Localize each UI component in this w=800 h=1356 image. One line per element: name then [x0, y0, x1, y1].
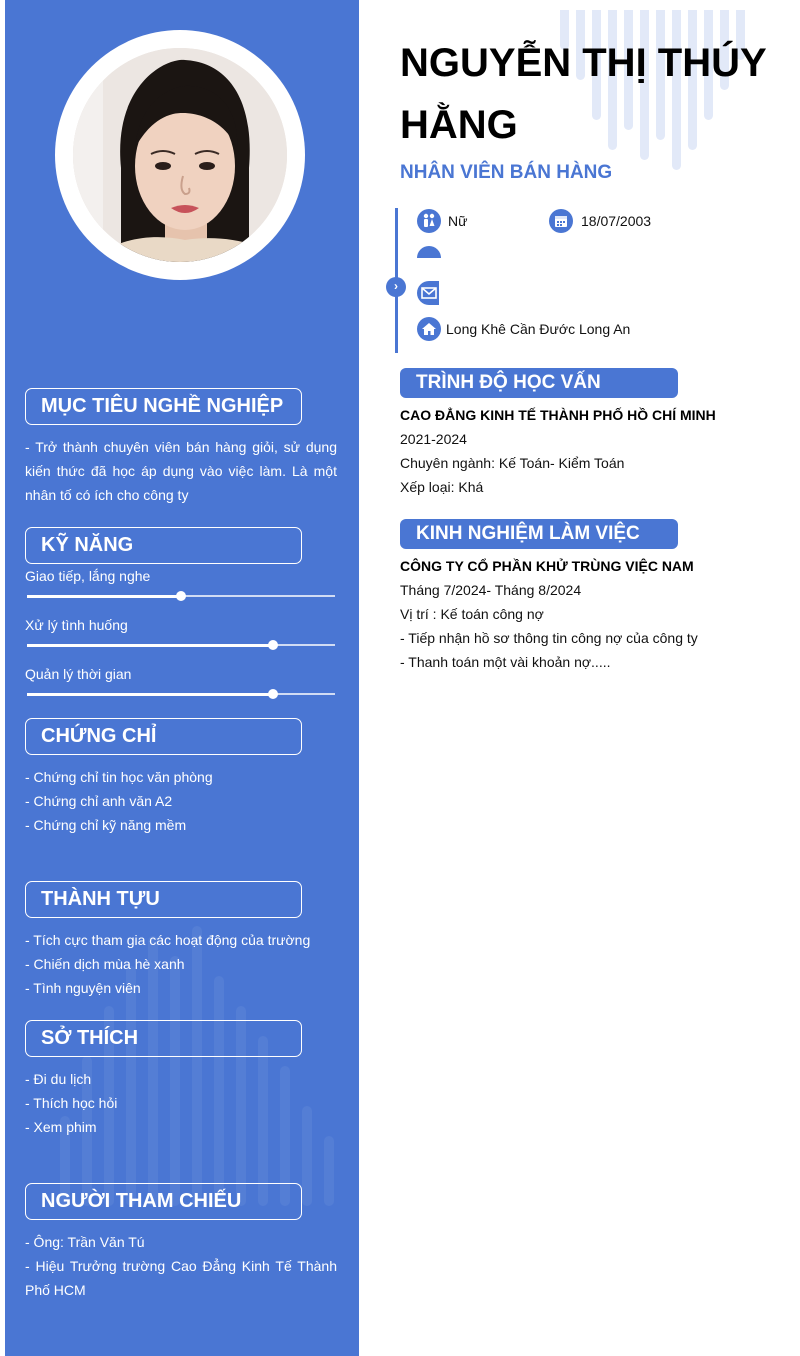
skill-bar [27, 693, 335, 695]
skill-label: Xử lý tình huống [25, 617, 128, 633]
certificates-heading: CHỨNG CHỈ [25, 718, 302, 755]
job-title: NHÂN VIÊN BÁN HÀNG [400, 162, 613, 183]
skill-bar-fill [27, 595, 181, 598]
reference-item: - Ông: Trần Văn Tú [25, 1234, 145, 1250]
hobby-item: - Xem phim [25, 1119, 97, 1135]
skill-bar-knob [268, 689, 278, 699]
skill-label: Giao tiếp, lắng nghe [25, 568, 151, 584]
certificate-item: - Chứng chỉ kỹ năng mềm [25, 817, 187, 833]
education-period: 2021-2024 [400, 431, 467, 447]
experience-position: Vị trí : Kế toán công nợ [400, 606, 544, 622]
phone-icon [417, 246, 441, 270]
objective-text: - Trở thành chuyên viên bán hàng giỏi, sử dụng kiến thức đã học áp dụng vào việc làm. Là một nhân tố có ích cho công ty [25, 439, 337, 503]
skill-bar-fill [27, 644, 273, 647]
chevron-right-icon[interactable]: › [386, 277, 406, 297]
reference-item: - Hiệu Trưởng trường Cao Đẳng Kinh Tế Thành Phố HCM [25, 1258, 337, 1298]
achievement-item: - Tích cực tham gia các hoạt động của trường [25, 932, 311, 948]
certificate-item: - Chứng chỉ anh văn A2 [25, 793, 173, 809]
gender-icon [417, 209, 441, 233]
certificate-item: - Chứng chỉ tin học văn phòng [25, 769, 213, 785]
achievements-heading: THÀNH TỰU [25, 881, 302, 918]
education-grade: Xếp loại: Khá [400, 479, 484, 495]
email-icon [417, 281, 439, 305]
hobby-item: - Thích học hỏi [25, 1095, 118, 1111]
skills-heading: KỸ NĂNG [25, 527, 302, 564]
achievement-item: - Tình nguyện viên [25, 980, 141, 996]
calendar-icon [549, 209, 573, 233]
skill-bar-knob [176, 591, 186, 601]
gender-value: Nữ [448, 213, 468, 229]
candidate-name: NGUYỄN THỊ THÚY HẰNG [400, 41, 766, 147]
skill-bar [27, 595, 335, 597]
education-heading: TRÌNH ĐỘ HỌC VẤN [400, 368, 678, 398]
hobby-item: - Đi du lịch [25, 1071, 92, 1087]
avatar-frame [55, 30, 305, 280]
experience-task: - Tiếp nhận hồ sơ thông tin công nợ của công ty [400, 630, 698, 646]
experience-task: - Thanh toán một vài khoản nợ..... [400, 654, 611, 670]
avatar [73, 48, 287, 262]
experience-period: Tháng 7/2024- Tháng 8/2024 [400, 582, 582, 598]
references-heading: NGƯỜI THAM CHIẾU [25, 1183, 302, 1220]
experience-heading: KINH NGHIỆM LÀM VIỆC [400, 519, 678, 549]
skill-bar-fill [27, 693, 273, 696]
achievement-item: - Chiến dịch mùa hè xanh [25, 956, 185, 972]
skill-bar-knob [268, 640, 278, 650]
sidebar [5, 0, 359, 1356]
experience-company: CÔNG TY CỔ PHẦN KHỬ TRÙNG VIỆC NAM [400, 558, 694, 574]
objective-heading: MỤC TIÊU NGHỀ NGHIỆP [25, 388, 302, 425]
hobbies-heading: SỞ THÍCH [25, 1020, 302, 1057]
address-value: Long Khê Cần Đước Long An [446, 321, 631, 337]
home-icon [417, 317, 441, 341]
birthdate-value: 18/07/2003 [581, 213, 652, 229]
education-major: Chuyên ngành: Kế Toán- Kiểm Toán [400, 455, 625, 471]
skill-label: Quản lý thời gian [25, 666, 132, 682]
skill-bar [27, 644, 335, 646]
education-school: CAO ĐẲNG KINH TẾ THÀNH PHỐ HỒ CHÍ MINH [400, 407, 716, 423]
